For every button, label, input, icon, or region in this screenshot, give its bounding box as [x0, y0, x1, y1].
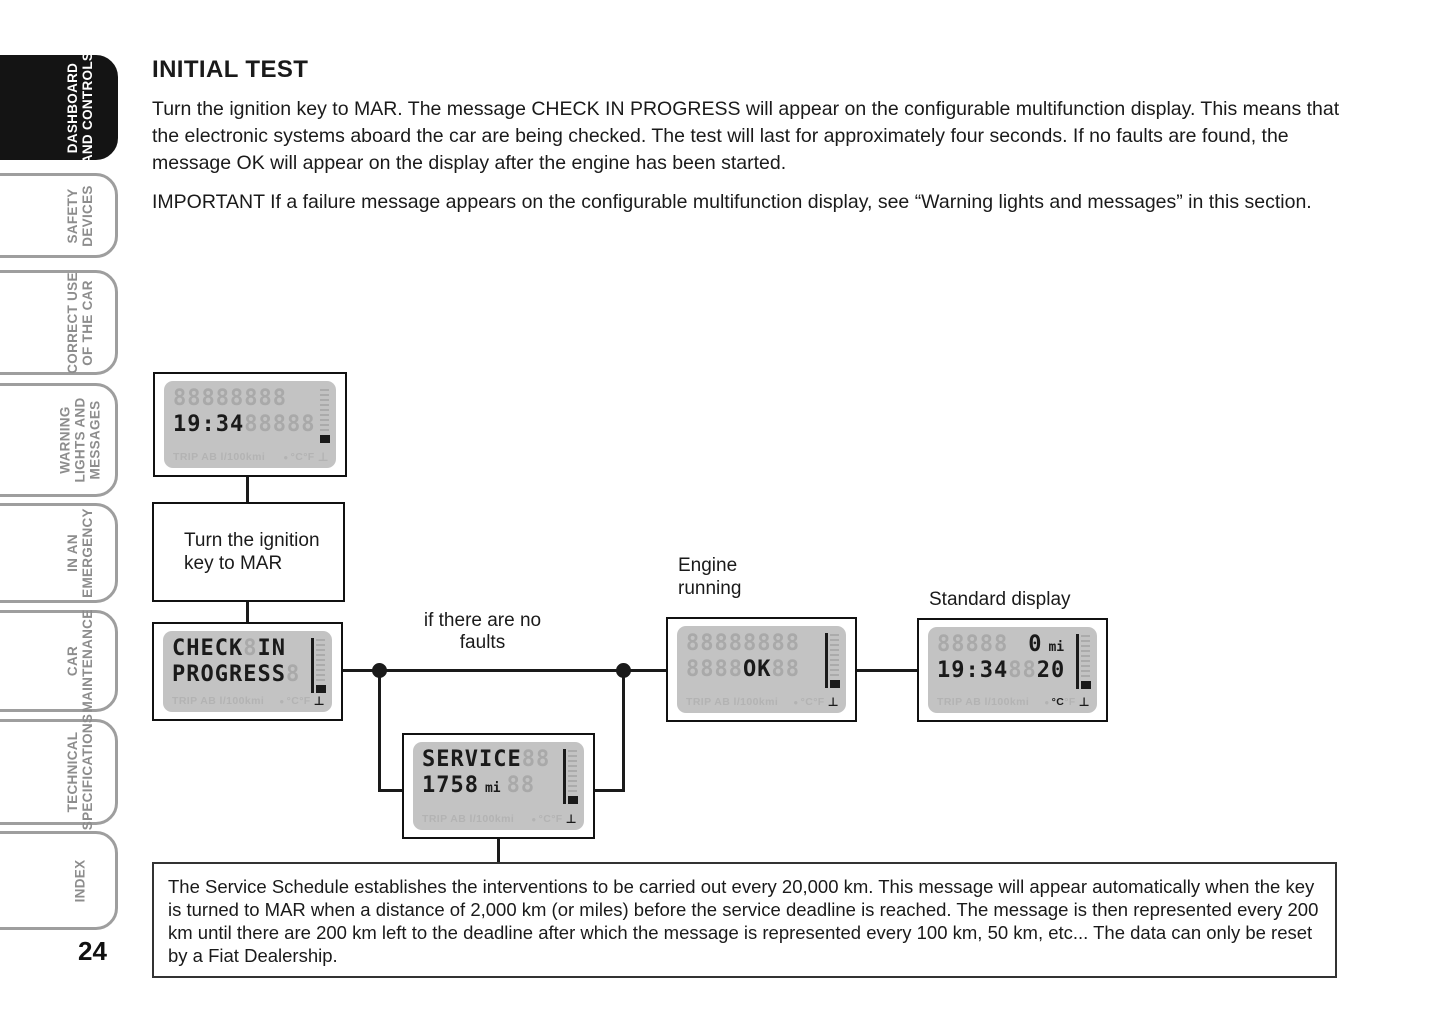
turn-key-text: Turn the ignition key to MAR — [184, 530, 320, 574]
tab-label-line: DEVICES — [80, 184, 95, 247]
fuel-pump-icon: ⊥ — [827, 695, 839, 709]
tab-label-line: OF THE CAR — [80, 279, 95, 366]
tab-label-line: WARNING — [57, 406, 73, 474]
lcd-temp-legend: °C°F — [290, 451, 315, 463]
lcd-placeholder-digits: 88888 — [937, 632, 1009, 657]
tab-label — [65, 714, 95, 830]
lcd-panel — [164, 381, 336, 468]
tab-technical-specifications[interactable] — [0, 713, 118, 831]
tab-safety-devices[interactable] — [0, 173, 118, 258]
service-schedule-note — [152, 862, 1337, 978]
display-clock — [153, 372, 347, 477]
tab-car-maintenance[interactable] — [0, 610, 118, 712]
junction-dot — [616, 663, 631, 678]
tab-label-line: DASHBOARD — [65, 62, 80, 153]
page-title: INITIAL TEST — [152, 56, 309, 83]
tab-label-line: MESSAGES — [87, 400, 103, 480]
lcd-message: IN — [257, 636, 286, 661]
connector-line — [595, 789, 624, 792]
lcd-placeholder-digits: 8888 — [686, 657, 743, 682]
connector-line — [246, 477, 249, 504]
sensor-dot-icon: ● — [279, 696, 285, 706]
lcd-placeholder-digits: 88888 — [244, 412, 316, 437]
service-schedule-text: The Service Schedule establishes the interventions to be carried out every 20,000 km. This message will appear automatically when the key is turned to MAR when a distance of 2,000 km (or miles) before the service deadline is reached. The message is then represented every 200 km until there are 200 km left to the deadline after which the message is represented every 100 km, 50 km, etc... The data can only be reset by a Fiat Dealership. — [168, 876, 1319, 966]
tab-label-line: MAINTENANCE — [80, 609, 95, 713]
fuel-pump-icon: ⊥ — [565, 812, 577, 826]
lcd-unit-mi: mi — [484, 781, 501, 796]
page-number: 24 — [78, 936, 107, 966]
tab-label-line: CORRECT USE — [65, 271, 80, 374]
connector-line — [378, 789, 404, 792]
connector-line — [246, 601, 249, 624]
fuel-gauge-icon — [315, 388, 330, 443]
fuel-pump-icon: ⊥ — [317, 450, 329, 464]
lcd-panel — [413, 742, 584, 830]
lcd-trip-legend: TRIP AB l/100kmi — [172, 695, 265, 707]
connector-line — [622, 671, 625, 792]
lcd-placeholder-digits: 88888888 — [173, 386, 287, 411]
tab-label-line: SPECIFICATIONS — [80, 713, 95, 831]
lcd-placeholder-digits: 8 — [285, 662, 301, 687]
junction-dot — [372, 663, 387, 678]
paragraph-initial-test: Turn the ignition key to MAR. The message CHECK IN PROGRESS will appear on the configurable multifunction display. This means that the electronic systems aboard the car are being checked. The test will last for approximately four seconds. If no faults are found, the message OK will appear on the display after the engine has been started. — [152, 98, 1340, 174]
tab-label — [65, 272, 95, 374]
lcd-placeholder-digits: 88 — [506, 773, 536, 798]
lcd-placeholder-digits: 8 — [243, 636, 258, 661]
tab-correct-use-of-the-car[interactable] — [0, 270, 118, 375]
lcd-temp-unit-inactive: °F — [1064, 696, 1076, 708]
sensor-dot-icon: ● — [531, 814, 537, 824]
tab-label-line: EMERGENCY — [80, 508, 95, 598]
lcd-trip-legend: TRIP AB l/100kmi — [422, 813, 515, 825]
fuel-pump-icon: ⊥ — [1078, 695, 1090, 709]
tab-label-line: IN AN — [65, 534, 80, 572]
display-check-in-progress — [152, 622, 343, 721]
no-faults-label: if there are no faults — [423, 610, 542, 653]
lcd-trip-legend: TRIP AB l/100kmi — [686, 696, 779, 708]
fuel-gauge-icon — [825, 633, 840, 688]
lcd-temp-unit-active: °C — [1051, 696, 1065, 708]
tab-dashboard-and-controls[interactable] — [0, 51, 118, 164]
lcd-temperature-value: 20 — [1036, 658, 1066, 683]
connector-line — [857, 669, 918, 672]
display-service — [402, 733, 595, 839]
fuel-gauge-icon — [311, 638, 326, 693]
lcd-unit-mi: mi — [1048, 640, 1065, 655]
tab-label — [65, 51, 95, 163]
tab-in-an-emergency[interactable] — [0, 503, 118, 603]
sensor-dot-icon: ● — [793, 697, 799, 707]
lcd-placeholder-digits: 88 — [521, 747, 551, 772]
lcd-message: SERVICE — [422, 747, 522, 772]
lcd-message: PROGRESS — [172, 662, 286, 687]
connector-line — [378, 671, 381, 792]
lcd-temp-legend: °C°F — [800, 696, 825, 708]
fuel-gauge-icon — [563, 749, 578, 804]
sensor-dot-icon: ● — [283, 452, 289, 462]
lcd-trip-legend: TRIP AB l/100kmi — [173, 451, 266, 463]
display-standard — [917, 618, 1108, 722]
lcd-clock-value: 19:34 — [937, 658, 1009, 683]
flow-step-turn-key — [152, 502, 345, 602]
lcd-temp-legend: °C°F — [286, 695, 311, 707]
tab-label-line: CAR — [65, 645, 80, 677]
tab-label — [58, 398, 103, 483]
fuel-gauge-icon — [1076, 634, 1091, 689]
display-ok — [666, 617, 857, 722]
paragraph-important: IMPORTANT If a failure message appears on the configurable multifunction display, see “Warning lights and messages” in this section. — [152, 191, 1312, 213]
lcd-placeholder-digits: 88 — [1008, 658, 1037, 683]
lcd-message: CHECK — [172, 636, 244, 661]
fuel-pump-icon: ⊥ — [313, 694, 325, 708]
tab-label-line: AND CONTROLS — [80, 51, 95, 164]
lcd-panel — [677, 626, 846, 713]
engine-running-label: Engine running — [678, 555, 742, 599]
lcd-message: OK — [742, 657, 772, 682]
standard-display-label: Standard display — [929, 589, 1071, 610]
lcd-service-distance: 1758 — [422, 773, 479, 798]
tab-label — [65, 185, 95, 246]
lcd-odometer-value: 0 — [1028, 632, 1043, 657]
lcd-temp-legend: °C°F — [538, 813, 563, 825]
lcd-placeholder-digits: 88888888 — [686, 631, 800, 656]
lcd-placeholder-digits: 88 — [771, 657, 800, 682]
tab-label — [65, 508, 95, 598]
lcd-panel — [928, 627, 1097, 713]
tab-label-line: INDEX — [72, 859, 88, 902]
lcd-trip-legend: TRIP AB l/100kmi — [937, 696, 1030, 708]
tab-label-line: SAFETY — [65, 187, 80, 244]
tab-index[interactable] — [0, 831, 118, 930]
tab-warning-lights-and-messages[interactable] — [0, 383, 118, 497]
sensor-dot-icon: ● — [1044, 697, 1050, 707]
lcd-panel — [163, 631, 332, 712]
tab-label-line: LIGHTS AND — [72, 397, 88, 483]
tab-label — [73, 859, 88, 902]
lcd-clock-value: 19:34 — [173, 412, 245, 437]
tab-label — [65, 609, 95, 712]
connector-line — [497, 837, 500, 864]
tab-label-line: TECHNICAL — [65, 731, 80, 813]
